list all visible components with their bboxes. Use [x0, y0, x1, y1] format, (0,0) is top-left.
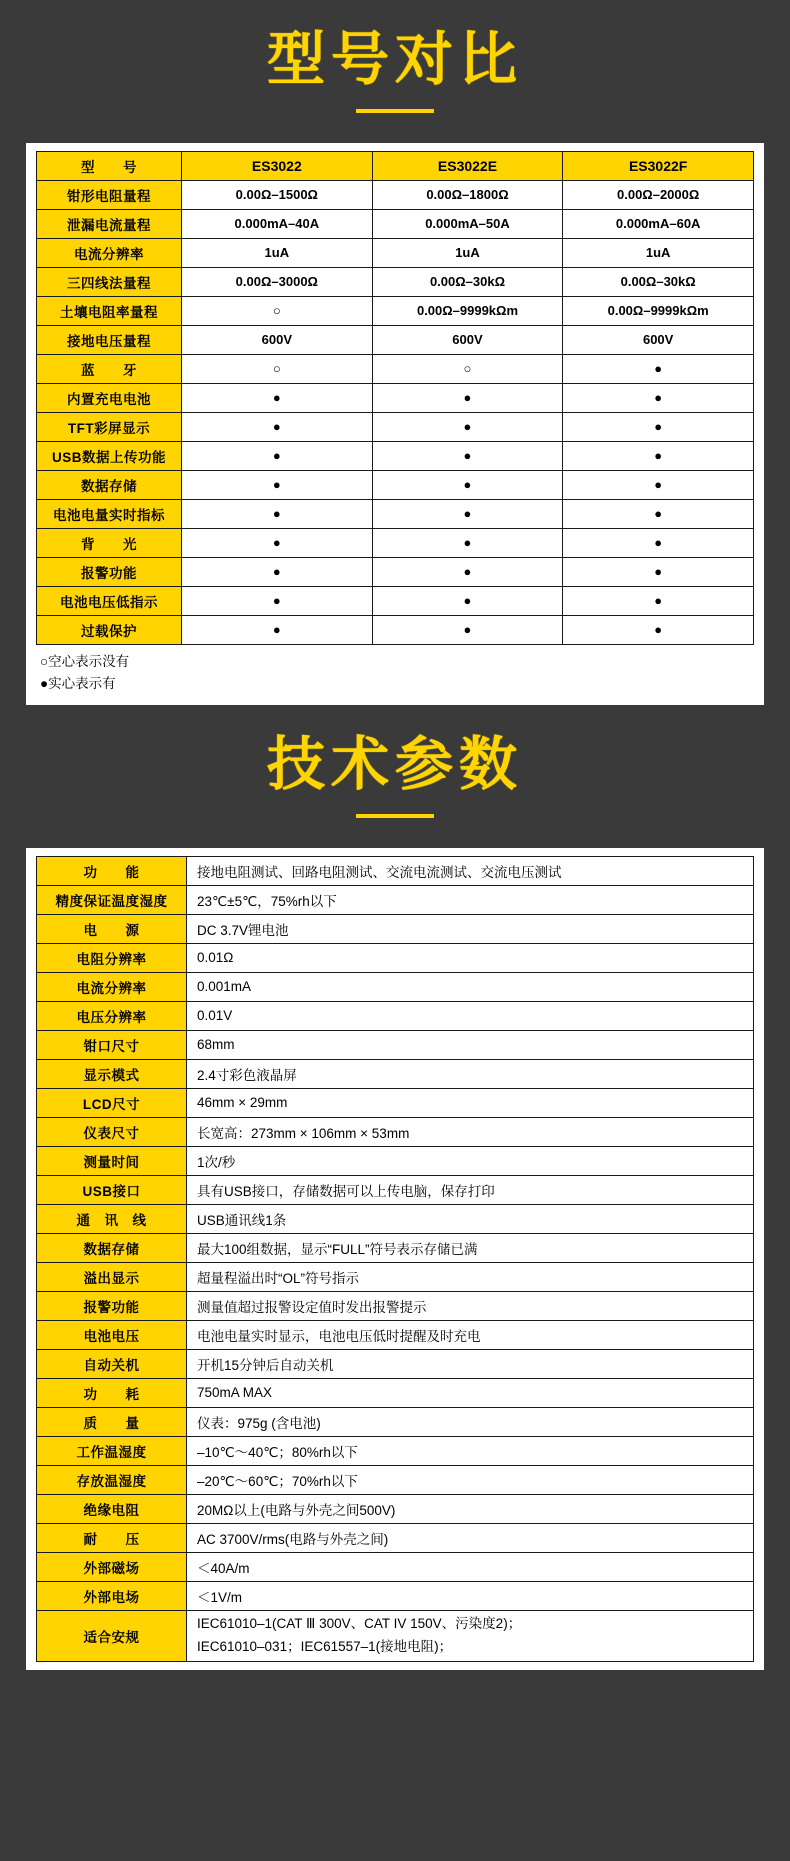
spec-value: 2.4寸彩色液晶屏 [187, 1059, 754, 1088]
row-label: 报警功能 [37, 557, 182, 586]
spec-value: 电池电量实时显示，电池电压低时提醒及时充电 [187, 1320, 754, 1349]
comparison-table [36, 151, 754, 645]
title-underline [356, 814, 434, 818]
table-row [37, 470, 754, 499]
table-row [37, 914, 754, 943]
specs-table-body [37, 856, 754, 1661]
row-mark-2 [372, 499, 563, 528]
row-mark-1 [182, 586, 373, 615]
spec-value: ＜40A/m [187, 1552, 754, 1581]
row-mark-2 [372, 586, 563, 615]
row-mark-3 [563, 557, 754, 586]
row-value-3: 0.000mA–60A [563, 209, 754, 238]
legend [36, 645, 754, 698]
filled-dot-icon [654, 564, 662, 579]
table-row [37, 1262, 754, 1291]
hollow-dot-icon [464, 361, 472, 376]
filled-dot-icon [654, 535, 662, 550]
filled-dot-icon [464, 564, 472, 579]
row-mark-1 [182, 470, 373, 499]
spec-label: 电阻分辨率 [37, 943, 187, 972]
row-mark-3 [563, 412, 754, 441]
table-row [37, 1581, 754, 1610]
filled-dot-icon [654, 448, 662, 463]
row-label: 电流分辨率 [37, 238, 182, 267]
row-value-2: 0.00Ω–1800Ω [372, 180, 563, 209]
row-mark-1 [182, 499, 373, 528]
filled-dot-icon [273, 564, 281, 579]
table-row [37, 1059, 754, 1088]
table-row [37, 1088, 754, 1117]
spec-label: 自动关机 [37, 1349, 187, 1378]
spec-value-line-2: IEC61010–031；IEC61557–1(接地电阻)； [197, 1638, 453, 1654]
row-mark-2 [372, 412, 563, 441]
spec-label: 通 讯 线 [37, 1204, 187, 1233]
spec-value: 750mA MAX [187, 1378, 754, 1407]
table-row [37, 1291, 754, 1320]
row-value-3: 0.00Ω–2000Ω [563, 180, 754, 209]
spec-label: 存放温湿度 [37, 1465, 187, 1494]
row-mark-2 [372, 528, 563, 557]
filled-dot-icon [654, 622, 662, 637]
row-mark-3 [563, 383, 754, 412]
section-heading-specs [0, 705, 790, 826]
row-label: 数据存储 [37, 470, 182, 499]
row-value-2: 600V [372, 325, 563, 354]
table-row [37, 528, 754, 557]
spec-label: 外部磁场 [37, 1552, 187, 1581]
spec-value: 20MΩ以上(电路与外壳之间500V) [187, 1494, 754, 1523]
spec-value [187, 1610, 754, 1661]
specs-table-wrap [26, 848, 764, 1670]
spec-label: 数据存储 [37, 1233, 187, 1262]
spec-label: 电压分辨率 [37, 1001, 187, 1030]
row-label: 土壤电阻率量程 [37, 296, 182, 325]
comparison-table-body [37, 180, 754, 644]
spec-value: 0.01V [187, 1001, 754, 1030]
row-value-3: 0.00Ω–9999kΩm [563, 296, 754, 325]
table-row [37, 1523, 754, 1552]
spec-value: 最大100组数据，显示“FULL”符号表示存储已满 [187, 1233, 754, 1262]
row-mark-2 [372, 615, 563, 644]
table-row [37, 238, 754, 267]
spec-value: DC 3.7V锂电池 [187, 914, 754, 943]
table-row [37, 1117, 754, 1146]
row-mark-1 [182, 528, 373, 557]
filled-dot-icon [273, 535, 281, 550]
spec-label: 适合安规 [37, 1610, 187, 1661]
table-row [37, 1204, 754, 1233]
table-row [37, 1610, 754, 1661]
table-row [37, 296, 754, 325]
table-row [37, 885, 754, 914]
table-header-row [37, 151, 754, 180]
spec-value: 长宽高：273mm × 106mm × 53mm [187, 1117, 754, 1146]
spec-label: 电流分辨率 [37, 972, 187, 1001]
row-mark-3 [563, 441, 754, 470]
filled-dot-icon [654, 419, 662, 434]
spec-value: 0.01Ω [187, 943, 754, 972]
filled-dot-icon [464, 622, 472, 637]
row-mark-1 [182, 383, 373, 412]
table-row [37, 499, 754, 528]
filled-dot-icon [654, 390, 662, 405]
row-label: 钳形电阻量程 [37, 180, 182, 209]
row-value-1: 0.000mA–40A [182, 209, 373, 238]
spec-value: 46mm × 29mm [187, 1088, 754, 1117]
row-mark-2 [372, 557, 563, 586]
filled-dot-icon [464, 419, 472, 434]
spec-value: 68mm [187, 1030, 754, 1059]
table-row [37, 615, 754, 644]
row-label: 内置充电电池 [37, 383, 182, 412]
table-row [37, 354, 754, 383]
row-label: 三四线法量程 [37, 267, 182, 296]
filled-dot-icon [273, 419, 281, 434]
hollow-dot-icon [273, 361, 281, 376]
row-label: TFT彩屏显示 [37, 412, 182, 441]
spec-label: 绝缘电阻 [37, 1494, 187, 1523]
row-mark-2 [372, 354, 563, 383]
table-row [37, 1001, 754, 1030]
row-mark-3 [563, 354, 754, 383]
row-mark-3 [563, 499, 754, 528]
spec-label: 精度保证温度湿度 [37, 885, 187, 914]
row-mark-3 [563, 528, 754, 557]
spec-label: 工作温湿度 [37, 1436, 187, 1465]
header-cell-model-3: ES3022F [563, 151, 754, 180]
spec-value: 23℃±5℃，75%rh以下 [187, 885, 754, 914]
row-value-3: 0.00Ω–30kΩ [563, 267, 754, 296]
row-label: 泄漏电流量程 [37, 209, 182, 238]
table-row [37, 972, 754, 1001]
header-cell-model-2: ES3022E [372, 151, 563, 180]
row-label: 接地电压量程 [37, 325, 182, 354]
legend-item-filled: ●实心表示有 [40, 675, 116, 691]
spec-label: 外部电场 [37, 1581, 187, 1610]
filled-dot-icon [273, 390, 281, 405]
section-heading-comparison [0, 0, 790, 121]
spec-value: 0.001mA [187, 972, 754, 1001]
filled-dot-icon [654, 361, 662, 376]
row-mark-2 [372, 470, 563, 499]
spec-value: USB通讯线1条 [187, 1204, 754, 1233]
filled-dot-icon [464, 448, 472, 463]
table-row [37, 1349, 754, 1378]
row-mark-3 [563, 470, 754, 499]
row-label: 电池电量实时指标 [37, 499, 182, 528]
header-cell-model-1: ES3022 [182, 151, 373, 180]
row-mark-2 [372, 383, 563, 412]
spec-label: 功 能 [37, 856, 187, 885]
table-row [37, 209, 754, 238]
spec-value: 超量程溢出时“OL”符号指示 [187, 1262, 754, 1291]
spec-label: 功 耗 [37, 1378, 187, 1407]
row-mark-1 [182, 557, 373, 586]
spec-value: ＜1V/m [187, 1581, 754, 1610]
spec-value: –20℃～60℃；70%rh以下 [187, 1465, 754, 1494]
table-row [37, 1494, 754, 1523]
row-label: 过载保护 [37, 615, 182, 644]
table-row [37, 943, 754, 972]
filled-dot-icon [464, 593, 472, 608]
filled-dot-icon [464, 477, 472, 492]
table-row [37, 1233, 754, 1262]
filled-dot-icon [654, 593, 662, 608]
spec-value-line-1: IEC61010–1(CAT Ⅲ 300V、CAT IV 150V、污染度2)； [197, 1615, 522, 1631]
table-row [37, 180, 754, 209]
spec-label: 仪表尺寸 [37, 1117, 187, 1146]
row-value-1: 0.00Ω–3000Ω [182, 267, 373, 296]
row-mark-1 [182, 441, 373, 470]
spec-value: 测量值超过报警设定值时发出报警提示 [187, 1291, 754, 1320]
table-row [37, 1320, 754, 1349]
spec-label: 溢出显示 [37, 1262, 187, 1291]
row-value-1: 1uA [182, 238, 373, 267]
spec-label: 测量时间 [37, 1146, 187, 1175]
row-mark-1 [182, 412, 373, 441]
row-label: USB数据上传功能 [37, 441, 182, 470]
filled-dot-icon [464, 535, 472, 550]
filled-dot-icon [273, 477, 281, 492]
row-label: 蓝 牙 [37, 354, 182, 383]
filled-dot-icon [273, 506, 281, 521]
table-row [37, 586, 754, 615]
table-row [37, 441, 754, 470]
row-mark-1 [182, 615, 373, 644]
spec-label: 质 量 [37, 1407, 187, 1436]
row-value-3: 600V [563, 325, 754, 354]
spec-value: 具有USB接口，存储数据可以上传电脑，保存打印 [187, 1175, 754, 1204]
table-row [37, 1407, 754, 1436]
spec-label: 电池电压 [37, 1320, 187, 1349]
row-value-1: ○ [182, 296, 373, 325]
table-row [37, 267, 754, 296]
spec-label: LCD尺寸 [37, 1088, 187, 1117]
filled-dot-icon [273, 593, 281, 608]
header-cell-label: 型 号 [37, 151, 182, 180]
row-mark-2 [372, 441, 563, 470]
row-value-1: 600V [182, 325, 373, 354]
table-row [37, 1552, 754, 1581]
table-row [37, 1378, 754, 1407]
spec-label: 报警功能 [37, 1291, 187, 1320]
row-value-2: 0.00Ω–30kΩ [372, 267, 563, 296]
filled-dot-icon [464, 390, 472, 405]
table-row [37, 1175, 754, 1204]
section-title: 型号对比 [266, 25, 523, 93]
table-row [37, 412, 754, 441]
row-label: 背 光 [37, 528, 182, 557]
row-value-3: 1uA [563, 238, 754, 267]
filled-dot-icon [654, 477, 662, 492]
row-mark-3 [563, 615, 754, 644]
filled-dot-icon [273, 448, 281, 463]
table-row [37, 856, 754, 885]
row-value-1: 0.00Ω–1500Ω [182, 180, 373, 209]
specs-table [36, 856, 754, 1662]
spec-value: –10℃～40℃；80%rh以下 [187, 1436, 754, 1465]
table-row [37, 1465, 754, 1494]
filled-dot-icon [464, 506, 472, 521]
filled-dot-icon [273, 622, 281, 637]
spec-label: 电 源 [37, 914, 187, 943]
filled-dot-icon [654, 506, 662, 521]
section-title: 技术参数 [266, 730, 523, 799]
spec-label: USB接口 [37, 1175, 187, 1204]
spec-value: 开机15分钟后自动关机 [187, 1349, 754, 1378]
row-value-2: 0.00Ω–9999kΩm [372, 296, 563, 325]
comparison-table-wrap [26, 143, 764, 706]
row-mark-3 [563, 586, 754, 615]
table-row [37, 1030, 754, 1059]
spec-label: 显示模式 [37, 1059, 187, 1088]
spec-value: 1次/秒 [187, 1146, 754, 1175]
title-underline [356, 109, 434, 113]
row-label: 电池电压低指示 [37, 586, 182, 615]
row-value-2: 0.000mA–50A [372, 209, 563, 238]
legend-item-hollow: ○空心表示没有 [40, 653, 130, 669]
table-row [37, 383, 754, 412]
table-row [37, 325, 754, 354]
spec-label: 钳口尺寸 [37, 1030, 187, 1059]
spec-value: AC 3700V/rms(电路与外壳之间) [187, 1523, 754, 1552]
row-mark-1 [182, 354, 373, 383]
table-row [37, 1436, 754, 1465]
spec-label: 耐 压 [37, 1523, 187, 1552]
table-row [37, 557, 754, 586]
table-row [37, 1146, 754, 1175]
row-value-2: 1uA [372, 238, 563, 267]
spec-value: 仪表：975g (含电池) [187, 1407, 754, 1436]
spec-value: 接地电阻测试、回路电阻测试、交流电流测试、交流电压测试 [187, 856, 754, 885]
